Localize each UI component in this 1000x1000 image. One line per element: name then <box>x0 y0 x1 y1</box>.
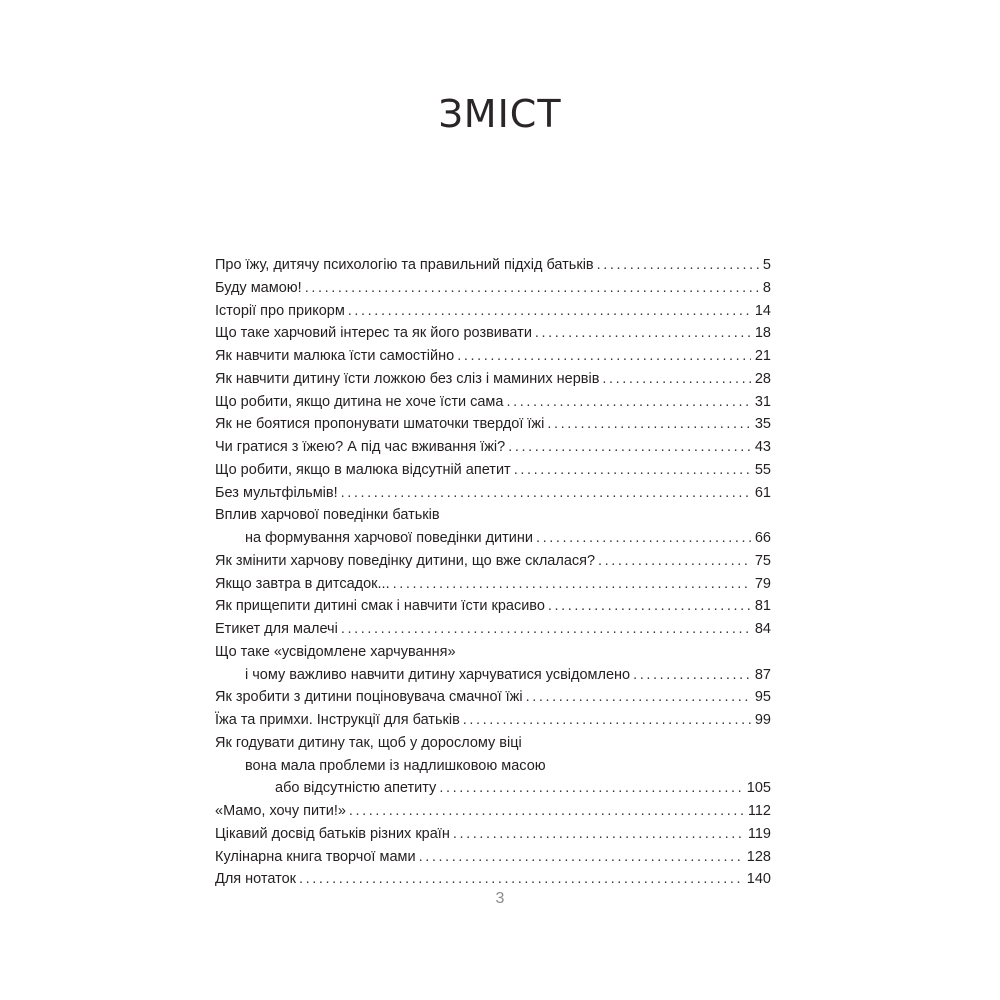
toc-dot-leader <box>526 686 751 709</box>
toc-entry-line <box>215 300 771 323</box>
toc-entry-title: Якщо завтра в дитсадок... <box>215 575 390 592</box>
toc-entry-line-continued <box>215 732 771 755</box>
toc-entry <box>215 846 771 869</box>
toc-entry <box>215 595 771 618</box>
toc-entry-title: Як годувати дитину так, щоб у дорослому віці <box>215 734 522 751</box>
toc-entry <box>215 482 771 505</box>
toc-entry-line <box>215 368 771 391</box>
toc-entry-title: Що таке харчовий інтерес та як його розвивати <box>215 325 532 342</box>
toc-entry-line-continued <box>215 755 771 778</box>
toc-entry-line <box>215 527 771 550</box>
toc-entry-page: 81 <box>754 598 771 615</box>
toc-entry-title: Що робити, якщо дитина не хоче їсти сама <box>215 393 504 410</box>
toc-entry-title: або відсутністю апетиту <box>275 780 437 797</box>
toc-entry-title: Цікавий досвід батьків різних країн <box>215 825 450 842</box>
toc-entry-title: Буду мамою! <box>215 279 302 296</box>
toc-entry-line <box>215 618 771 641</box>
toc-entry <box>215 300 771 323</box>
toc-entry-page: 140 <box>746 871 771 888</box>
toc-entry-line <box>215 550 771 573</box>
toc-dot-leader <box>393 573 751 596</box>
toc-entry-page: 14 <box>754 302 771 319</box>
toc-entry-title: Історії про прикорм <box>215 302 345 319</box>
toc-entry-page: 119 <box>747 825 771 842</box>
toc-entry-line <box>215 459 771 482</box>
toc-entry <box>215 277 771 300</box>
toc-entry-line <box>215 254 771 277</box>
toc-entry-title: Чи гратися з їжею? А під час вживання їжі? <box>215 439 506 455</box>
toc-dot-leader <box>439 777 742 800</box>
toc-entry-page: 128 <box>746 848 771 865</box>
toc-dot-leader <box>535 322 751 345</box>
toc-entry-title: Про їжу, дитячу психологію та правильний підхід батьків <box>215 257 594 273</box>
toc-entry-page: 105 <box>746 780 771 797</box>
toc-dot-leader <box>547 413 751 436</box>
toc-entry-line <box>215 413 771 436</box>
toc-dot-leader <box>305 277 759 300</box>
toc-dot-leader <box>602 368 750 391</box>
toc-entry-line-continued <box>215 641 771 664</box>
toc-entry-page: 55 <box>754 461 771 478</box>
toc-entry-line <box>215 777 771 800</box>
toc-entry-page: 66 <box>754 530 771 546</box>
toc-dot-leader <box>341 618 751 641</box>
toc-entry-page: 87 <box>754 666 771 683</box>
toc-entry-line <box>215 322 771 345</box>
toc-entry <box>215 709 771 732</box>
toc-entry <box>215 618 771 641</box>
toc-entry-line <box>215 868 771 891</box>
toc-entry <box>215 391 771 414</box>
toc-entry <box>215 254 771 277</box>
toc-entry <box>215 732 771 800</box>
toc-entry-page: 79 <box>754 575 771 592</box>
toc-entry <box>215 550 771 573</box>
toc-entry <box>215 868 771 891</box>
toc-entry-line <box>215 686 771 709</box>
toc-dot-leader <box>349 800 744 823</box>
toc-dot-leader <box>514 459 751 482</box>
toc-entry-title: Як прищепити дитині смак і навчити їсти красиво <box>215 598 545 615</box>
toc-entry-title: Як зробити з дитини поціновувача смачної їжі <box>215 689 523 706</box>
toc-entry-line <box>215 664 771 687</box>
toc-dot-leader <box>508 436 751 459</box>
toc-entry <box>215 823 771 846</box>
toc-dot-leader <box>453 823 744 846</box>
toc-entry <box>215 686 771 709</box>
toc-entry-title: Етикет для малечі <box>215 621 338 637</box>
toc-entry-title: Вплив харчової поведінки батьків <box>215 507 440 524</box>
toc-entry-page: 8 <box>762 279 771 296</box>
toc-entry-title: Кулінарна книга творчої мами <box>215 848 416 865</box>
toc-entry <box>215 436 771 459</box>
toc-entry-page: 35 <box>754 416 771 433</box>
toc-entry <box>215 504 771 550</box>
toc-dot-leader <box>506 391 750 414</box>
toc-entry-title: Як не боятися пропонувати шматочки твердої їжі <box>215 416 545 433</box>
toc-entry-title: Як навчити малюка їсти самостійно <box>215 348 455 364</box>
toc-dot-leader <box>341 482 751 505</box>
toc-entry <box>215 641 771 687</box>
toc-entry-page: 28 <box>754 370 771 387</box>
toc-entry-title: Що робити, якщо в малюка відсутній апетит <box>215 461 511 478</box>
toc-entry <box>215 413 771 436</box>
toc-entry-line-continued <box>215 504 771 527</box>
toc-dot-leader <box>598 550 751 573</box>
toc-entry <box>215 345 771 368</box>
toc-entry-line <box>215 436 771 459</box>
table-of-contents <box>215 254 771 891</box>
toc-entry-line <box>215 573 771 596</box>
toc-entry-page: 21 <box>754 348 771 364</box>
toc-entry-line <box>215 277 771 300</box>
toc-dot-leader <box>348 300 751 323</box>
toc-entry-page: 5 <box>762 257 771 273</box>
toc-dot-leader <box>548 595 751 618</box>
toc-entry-line <box>215 595 771 618</box>
page-title: ЗМІСТ <box>438 92 562 136</box>
toc-entry <box>215 459 771 482</box>
toc-entry-line <box>215 709 771 732</box>
toc-entry-page: 99 <box>754 712 771 728</box>
toc-dot-leader <box>419 846 743 869</box>
toc-entry-page: 75 <box>754 552 771 569</box>
toc-entry <box>215 368 771 391</box>
toc-entry-title: на формування харчової поведінки дитини <box>245 530 533 546</box>
toc-entry-title: Як навчити дитину їсти ложкою без сліз і маминих нервів <box>215 370 600 387</box>
toc-dot-leader <box>633 664 751 687</box>
toc-entry-line <box>215 482 771 505</box>
toc-entry-line <box>215 391 771 414</box>
toc-entry-title: Для нотаток <box>215 871 297 888</box>
toc-entry <box>215 573 771 596</box>
toc-dot-leader <box>457 345 751 368</box>
toc-entry-line <box>215 846 771 869</box>
toc-entry-page: 43 <box>754 439 771 455</box>
toc-dot-leader <box>299 868 743 891</box>
toc-entry-line <box>215 345 771 368</box>
toc-entry-title: Без мультфільмів! <box>215 484 338 501</box>
toc-entry-line <box>215 800 771 823</box>
toc-entry-title: Як змінити харчову поведінку дитини, що вже склалася? <box>215 552 596 569</box>
toc-entry-title: «Мамо, хочу пити!» <box>215 803 346 819</box>
toc-entry-title: і чому важливо навчити дитину харчуватися усвідомлено <box>245 666 631 683</box>
toc-entry-page: 31 <box>754 393 771 410</box>
toc-entry-title: Їжа та примхи. Інструкції для батьків <box>215 712 460 728</box>
toc-entry-title: вона мала проблеми із надлишковою масою <box>245 757 546 774</box>
toc-entry <box>215 322 771 345</box>
toc-dot-leader <box>536 527 751 550</box>
toc-entry-page: 84 <box>754 621 771 637</box>
toc-dot-leader <box>597 254 759 277</box>
toc-entry-line <box>215 823 771 846</box>
toc-dot-leader <box>463 709 751 732</box>
toc-entry-page: 112 <box>747 803 771 819</box>
toc-entry-page: 61 <box>754 484 771 501</box>
toc-entry <box>215 800 771 823</box>
toc-entry-title: Що таке «усвідомлене харчування» <box>215 643 456 660</box>
toc-entry-page: 95 <box>754 689 771 706</box>
page-number: 3 <box>495 890 505 907</box>
toc-entry-page: 18 <box>754 325 771 342</box>
